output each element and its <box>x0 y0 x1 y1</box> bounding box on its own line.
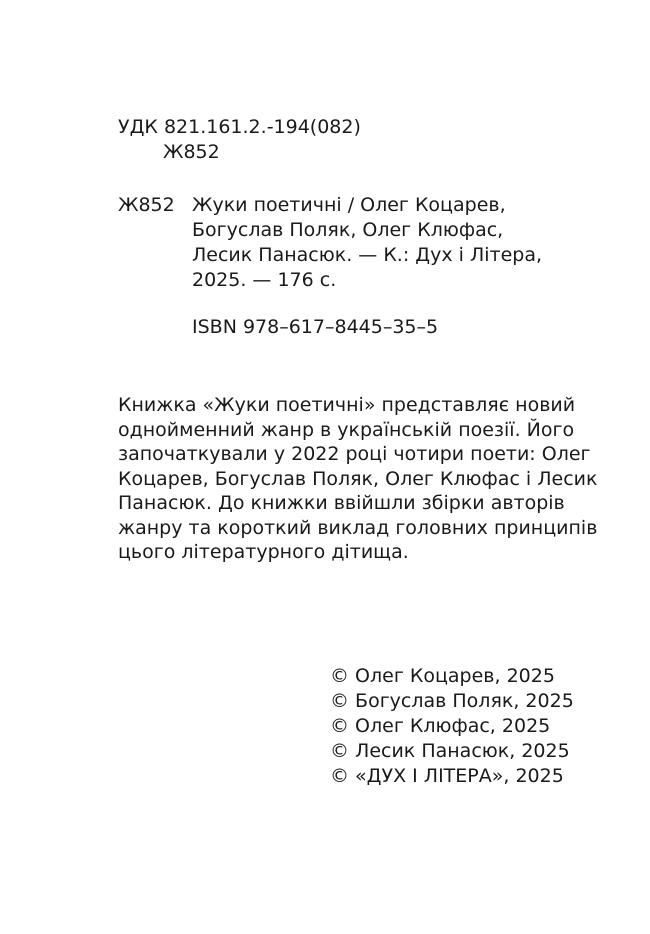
copyright-line: © Лесик Панасюк, 2025 <box>330 740 570 762</box>
author-sign: Ж852 <box>163 141 220 163</box>
copyright-line: © «ДУХ І ЛІТЕРА», 2025 <box>330 765 564 787</box>
biblio-author-sign: Ж852 <box>118 194 175 216</box>
isbn: ISBN 978–617–8445–35–5 <box>192 316 439 338</box>
biblio-line: Лесик Панасюк. — К.: Дух і Літера, <box>192 244 543 266</box>
annotation <box>118 393 598 565</box>
annotation-line: започаткували у 2022 році чотири поети: Олег <box>118 443 591 465</box>
biblio-line: Богуслав Поляк, Олег Клюфас, <box>192 219 504 241</box>
annotation-line: жанру та короткий виклад головних принципів <box>118 516 598 539</box>
udk-classification: УДК 821.161.2.-194(082) <box>118 116 361 138</box>
copyright-line: © Олег Клюфас, 2025 <box>330 715 551 737</box>
annotation-line: Книжка «Жуки поетичні» представляє новий <box>118 394 576 416</box>
annotation-line: цього літературного дітища. <box>118 541 409 563</box>
annotation-line: Панасюк. До книжки ввійшли збірки авторів <box>118 492 565 514</box>
copyright-notices <box>330 664 574 789</box>
copyright-line: © Олег Коцарев, 2025 <box>330 665 555 687</box>
copyright-line: © Богуслав Поляк, 2025 <box>330 690 574 712</box>
biblio-line: 2025. — 176 с. <box>192 269 337 291</box>
annotation-line: однойменний жанр в українській поезії. Його <box>118 418 575 441</box>
biblio-line: Жуки поетичні / Олег Коцарев, <box>192 194 506 216</box>
annotation-line: Коцарев, Богуслав Поляк, Олег Клюфас і Лесик <box>118 467 598 490</box>
bibliographic-description <box>192 193 542 293</box>
